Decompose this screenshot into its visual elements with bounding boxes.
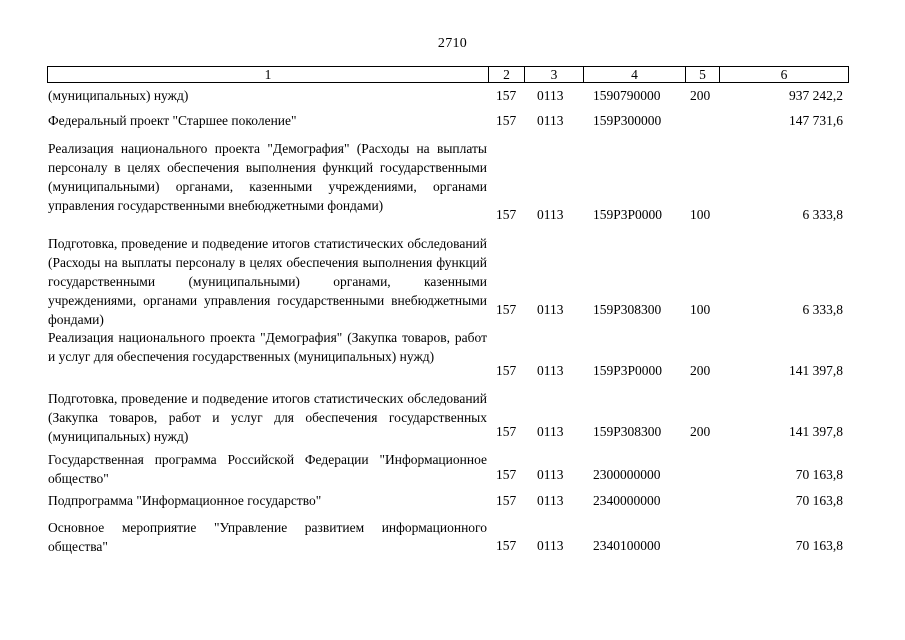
row-code-2: 157: [496, 363, 517, 378]
row-description: Реализация национального проекта "Демография" (Закупка товаров, работ и услуг для обеспечения государственных (муниципальных) нужд): [48, 330, 487, 364]
row-code-3: 0113: [537, 493, 564, 508]
row-code-4: 159P308300: [593, 302, 662, 317]
row-code-4: 1590790000: [593, 88, 661, 103]
row-description: (муниципальных) нужд): [48, 88, 189, 103]
row-description: Реализация национального проекта "Демография" (Расходы на выплаты персоналу в целях обеспечения выполнения функций государственными (муниципальными) органами, казенными учреждениями, органами управления государственными внебюджетными фондами): [48, 141, 487, 213]
row-code-3: 0113: [537, 424, 564, 439]
row-amount: 6 333,8: [802, 302, 843, 317]
row-description: Подготовка, проведение и подведение итогов статистических обследований (Расходы на выплаты персоналу в целях обеспечения выполнения функций государственными (муниципальными) органами, казенными учреждениями, органами управления государственными внебюджетными фондами): [48, 236, 487, 327]
page-number: 2710: [437, 36, 468, 51]
row-description: Подготовка, проведение и подведение итогов статистических обследований (Закупка товаров, работ и услуг для обеспечения государственных (муниципальных) нужд): [48, 391, 487, 444]
row-amount: 141 397,8: [789, 363, 843, 378]
column-header-3: 3: [524, 66, 584, 83]
row-code-5: 200: [690, 88, 711, 103]
row-code-5: 100: [690, 302, 711, 317]
row-code-5: 100: [690, 207, 711, 222]
row-code-5: 200: [690, 363, 711, 378]
row-amount: 6 333,8: [802, 207, 843, 222]
row-code-3: 0113: [537, 302, 564, 317]
row-code-2: 157: [496, 88, 517, 103]
row-amount: 147 731,6: [789, 113, 843, 128]
column-header-5: 5: [685, 66, 720, 83]
row-code-2: 157: [496, 493, 517, 508]
row-amount: 141 397,8: [789, 424, 843, 439]
column-header-1: 1: [47, 66, 489, 83]
row-amount: 937 242,2: [789, 88, 843, 103]
column-header-2: 2: [488, 66, 525, 83]
row-code-2: 157: [496, 538, 517, 553]
row-code-3: 0113: [537, 467, 564, 482]
row-code-4: 159P3P0000: [593, 363, 663, 378]
row-description: Основное мероприятие "Управление развитием информационного общества": [48, 520, 487, 554]
row-code-2: 157: [496, 424, 517, 439]
row-description: Федеральный проект "Старшее поколение": [48, 113, 297, 128]
row-amount: 70 163,8: [795, 467, 843, 482]
row-description: Подпрограмма "Информационное государство": [48, 493, 322, 508]
row-code-2: 157: [496, 113, 517, 128]
row-code-2: 157: [496, 467, 517, 482]
row-code-3: 0113: [537, 88, 564, 103]
column-header-4: 4: [583, 66, 686, 83]
row-code-4: 159P308300: [593, 424, 662, 439]
row-code-5: 200: [690, 424, 711, 439]
row-code-3: 0113: [537, 538, 564, 553]
column-header-6: 6: [719, 66, 849, 83]
row-amount: 70 163,8: [795, 493, 843, 508]
row-code-3: 0113: [537, 207, 564, 222]
row-code-4: 2340000000: [593, 493, 661, 508]
row-code-4: 159P3P0000: [593, 207, 663, 222]
row-code-4: 2340100000: [593, 538, 661, 553]
row-code-2: 157: [496, 207, 517, 222]
row-code-3: 0113: [537, 363, 564, 378]
row-description: Государственная программа Российской Федерации "Информационное общество": [48, 452, 487, 486]
row-amount: 70 163,8: [795, 538, 843, 553]
row-code-2: 157: [496, 302, 517, 317]
row-code-3: 0113: [537, 113, 564, 128]
row-code-4: 2300000000: [593, 467, 661, 482]
row-code-4: 159P300000: [593, 113, 662, 128]
